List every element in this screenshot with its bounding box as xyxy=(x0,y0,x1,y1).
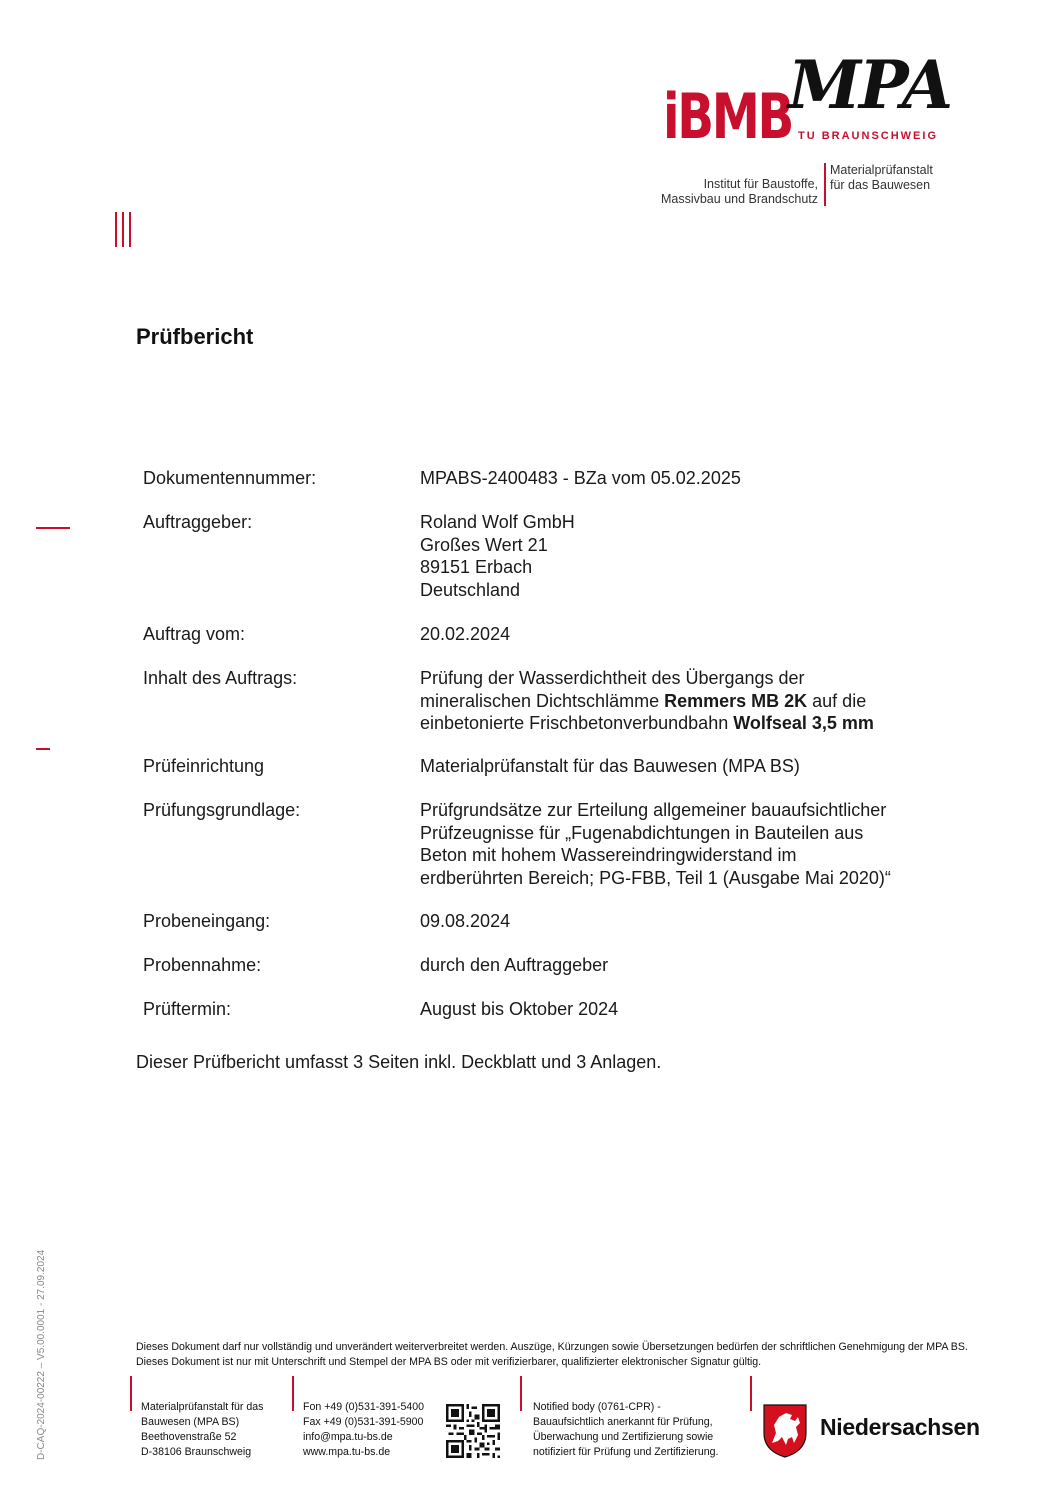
field-label: Auftrag vom: xyxy=(143,624,246,644)
mpa-name: Materialprüfanstalt für das Bauwesen xyxy=(830,163,933,192)
ibmb-logo: iBMB xyxy=(663,80,793,153)
email-link[interactable]: info@mpa.tu-bs.de xyxy=(303,1431,393,1443)
field-value: MPABS-2400483 - BZa vom 05.02.2025 xyxy=(420,468,741,488)
mpa-logo: MPA xyxy=(788,46,952,124)
website-link[interactable]: www.mpa.tu-bs.de xyxy=(303,1446,391,1458)
niedersachsen-crest-icon xyxy=(762,1403,808,1458)
field-label: Prüfeinrichtung xyxy=(143,756,265,776)
field-value: 20.02.2024 xyxy=(420,624,511,644)
field-label: Dokumentennummer: xyxy=(143,468,317,488)
header-divider xyxy=(824,163,826,206)
fold-mark-top xyxy=(36,527,70,529)
field-value: Prüfgrundsätze zur Erteilung allgemeiner bauaufsichtlicher Prüfzeugnisse für „Fugenabdichtungen in Bauteilen aus Beton mit hohem Wassereindringwiderstand im erdberührten Bereich; PG-FBB, Teil 1 (Ausgabe Mai 2020)“ xyxy=(420,800,891,888)
document-code: D-CAQ-2024-00222 – V5.00.0001 - 27.09.2024 xyxy=(36,1249,47,1460)
field-value: Prüfung der Wasserdichtheit des Übergangs der mineralischen Dichtschlämme Remmers MB 2K auf die einbetonierte Frischbetonverbundbahn Wolfseal 3,5 mm xyxy=(420,668,874,733)
institute-name: Institut für Baustoffe, Massivbau und Brandschutz xyxy=(660,177,818,206)
footer-divider xyxy=(520,1376,522,1411)
field-label: Prüfungsgrundlage: xyxy=(143,800,301,820)
footer-divider xyxy=(750,1376,752,1411)
field-label: Prüftermin: xyxy=(143,999,232,1019)
footer-address: Materialprüfanstalt für das Bauwesen (MPA BS) Beethovenstraße 52 D-38106 Braunschweig xyxy=(141,1401,264,1458)
field-value: Roland Wolf GmbH Großes Wert 21 89151 Erbach Deutschland xyxy=(420,512,575,600)
field-value: Materialprüfanstalt für das Bauwesen (MPA BS) xyxy=(420,756,800,776)
field-label: Inhalt des Auftrags: xyxy=(143,668,298,688)
footer-divider xyxy=(292,1376,294,1411)
product-name: Wolfseal 3,5 mm xyxy=(733,713,874,733)
product-name: Remmers MB 2K xyxy=(664,690,808,711)
field-value: durch den Auftraggeber xyxy=(420,955,609,975)
tu-braunschweig-label: TU BRAUNSCHWEIG xyxy=(798,130,938,142)
fold-mark-middle xyxy=(36,748,50,750)
state-name: Niedersachsen xyxy=(820,1414,980,1440)
footer-divider xyxy=(130,1376,132,1411)
field-label: Probennahme: xyxy=(143,955,262,975)
qr-code-icon[interactable] xyxy=(446,1404,500,1458)
field-value: August bis Oktober 2024 xyxy=(420,999,619,1019)
field-value: 09.08.2024 xyxy=(420,911,511,931)
punch-mark-2 xyxy=(122,212,124,247)
field-label: Probeneingang: xyxy=(143,911,271,931)
footer-notified-body: Notified body (0761-CPR) - Bauaufsichtlich anerkannt für Prüfung, Überwachung und Zertifizierung sowie notifiziert für Prüfung und Zertifizierung. xyxy=(533,1401,719,1458)
page-summary: Dieser Prüfbericht umfasst 3 Seiten inkl. Deckblatt und 3 Anlagen. xyxy=(136,1052,662,1072)
page-title: Prüfbericht xyxy=(136,324,254,349)
footer-disclaimer: Dieses Dokument darf nur vollständig und unverändert weiterverbreitet werden. Auszüge, Kürzungen sowie Übersetzungen bedürfen der schriftlichen Genehmigung der MPA BS. Dieses Dokument ist nur mit Unterschrift und Stempel der MPA BS oder mit verifizierbarer, qualifizierter elektronischer Signatur gültig. xyxy=(136,1341,968,1368)
punch-mark-1 xyxy=(115,212,117,247)
footer-contact: Fon +49 (0)531-391-5400 Fax +49 (0)531-391-5900 info@mpa.tu-bs.de www.mpa.tu-bs.de xyxy=(303,1401,425,1458)
punch-mark-3 xyxy=(129,212,131,247)
field-label: Auftraggeber: xyxy=(143,512,253,532)
